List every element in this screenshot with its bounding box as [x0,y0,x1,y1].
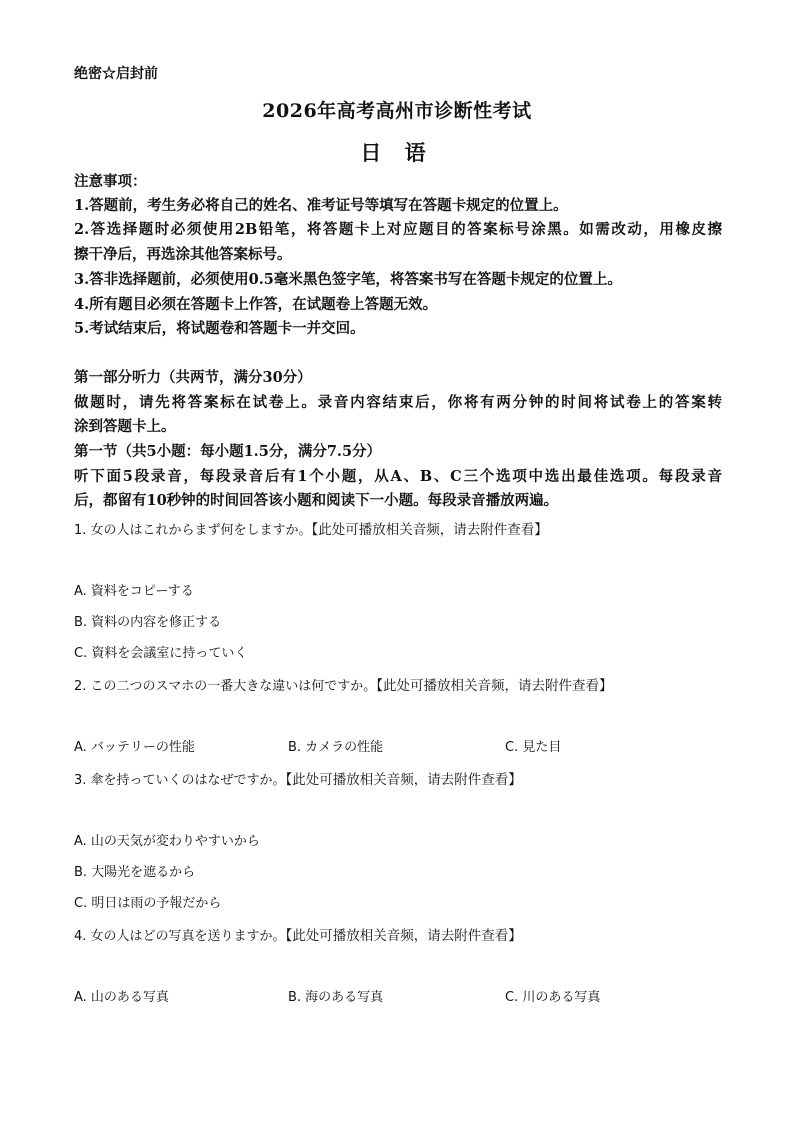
option-c: C. 明日は雨の予報だから [74,896,222,911]
section1-heading: 第一节（共5小题：每小题1.5分，满分7.5分） [74,443,382,460]
question-text: 1. 女の人はこれからまず何をしますか。 [74,523,312,538]
question-text: 2. この二つのスマホの一番大きな違いは何ですか。 [74,679,377,694]
option-b: B. 大陽光を遮るから [74,865,196,880]
option-c: C. 資料を会議室に持っていく [74,646,248,661]
section1-instructions: 听下面5段录音，每段录音后有1个小题，从A、B、C三个选项中选出最佳选项。每段录音 [74,468,722,485]
part1-intro: 做题时，请先将答案标在试卷上。录音内容结束后，你将有两分钟的时间将试卷上的答案转 [74,394,722,411]
question-text: 3. 傘を持っていくのはなぜですか。 [74,773,286,788]
audio-link[interactable]: 【此处可播放相关音频，请去附件查看】 [285,772,522,788]
part1-intro: 涂到答题卡上。 [74,418,176,435]
option-b: B. 資料の内容を修正する [74,615,222,630]
question-4 [74,926,522,947]
option-a: A. 山の天気が変わりやすいから [74,834,260,849]
question-1 [74,520,548,541]
notice-item: 3.答非选择题前，必须使用0.5毫米黑色签字笔，将答案书写在答题卡规定的位置上。 [74,271,622,288]
notice-item: 5.考试结束后，将试题卷和答题卡一并交回。 [74,320,365,337]
exam-title: 2026年高考高州市诊断性考试 [262,100,532,122]
option-a: A. 山のある写真 [74,990,169,1005]
audio-link[interactable]: 【此处可播放相关音频，请去附件查看】 [311,522,548,538]
notice-heading: 注意事项： [74,173,147,190]
notice-item: 4.所有题目必须在答题卡上作答，在试题卷上答题无效。 [74,296,438,313]
notice-item: 1.答题前，考生务必将自己的姓名、准考证号等填写在答题卡规定的位置上。 [74,197,568,214]
subject-title: 日 语 [360,140,434,165]
option-b: B. 海のある写真 [288,990,384,1005]
audio-link[interactable]: 【此处可播放相关音频，请去附件查看】 [285,928,522,944]
option-c: C. 川のある写真 [505,990,601,1005]
option-c: C. 見た目 [505,740,562,755]
notice-item: 擦干净后，再选涂其他答案标号。 [74,246,292,263]
confidential-label: 绝密☆启封前 [74,66,158,82]
option-a: A. バッテリーの性能 [74,740,195,755]
section1-instructions: 后，都留有10秒钟的时间回答该小题和阅读下一小题。每段录音播放两遍。 [74,492,559,509]
question-2 [74,676,613,697]
option-a: A. 資料をコピーする [74,584,194,599]
question-3 [74,770,522,791]
audio-link[interactable]: 【此处可播放相关音频，请去附件查看】 [376,678,613,694]
question-text: 4. 女の人はどの写真を送りますか。 [74,929,286,944]
option-b: B. カメラの性能 [288,740,384,755]
part1-heading: 第一部分听力（共两节，满分30分） [74,369,312,386]
notice-item: 2.答选择题时必须使用2B铅笔，将答题卡上对应题目的答案标号涂黑。如需改动，用橡皮擦 [74,221,722,238]
